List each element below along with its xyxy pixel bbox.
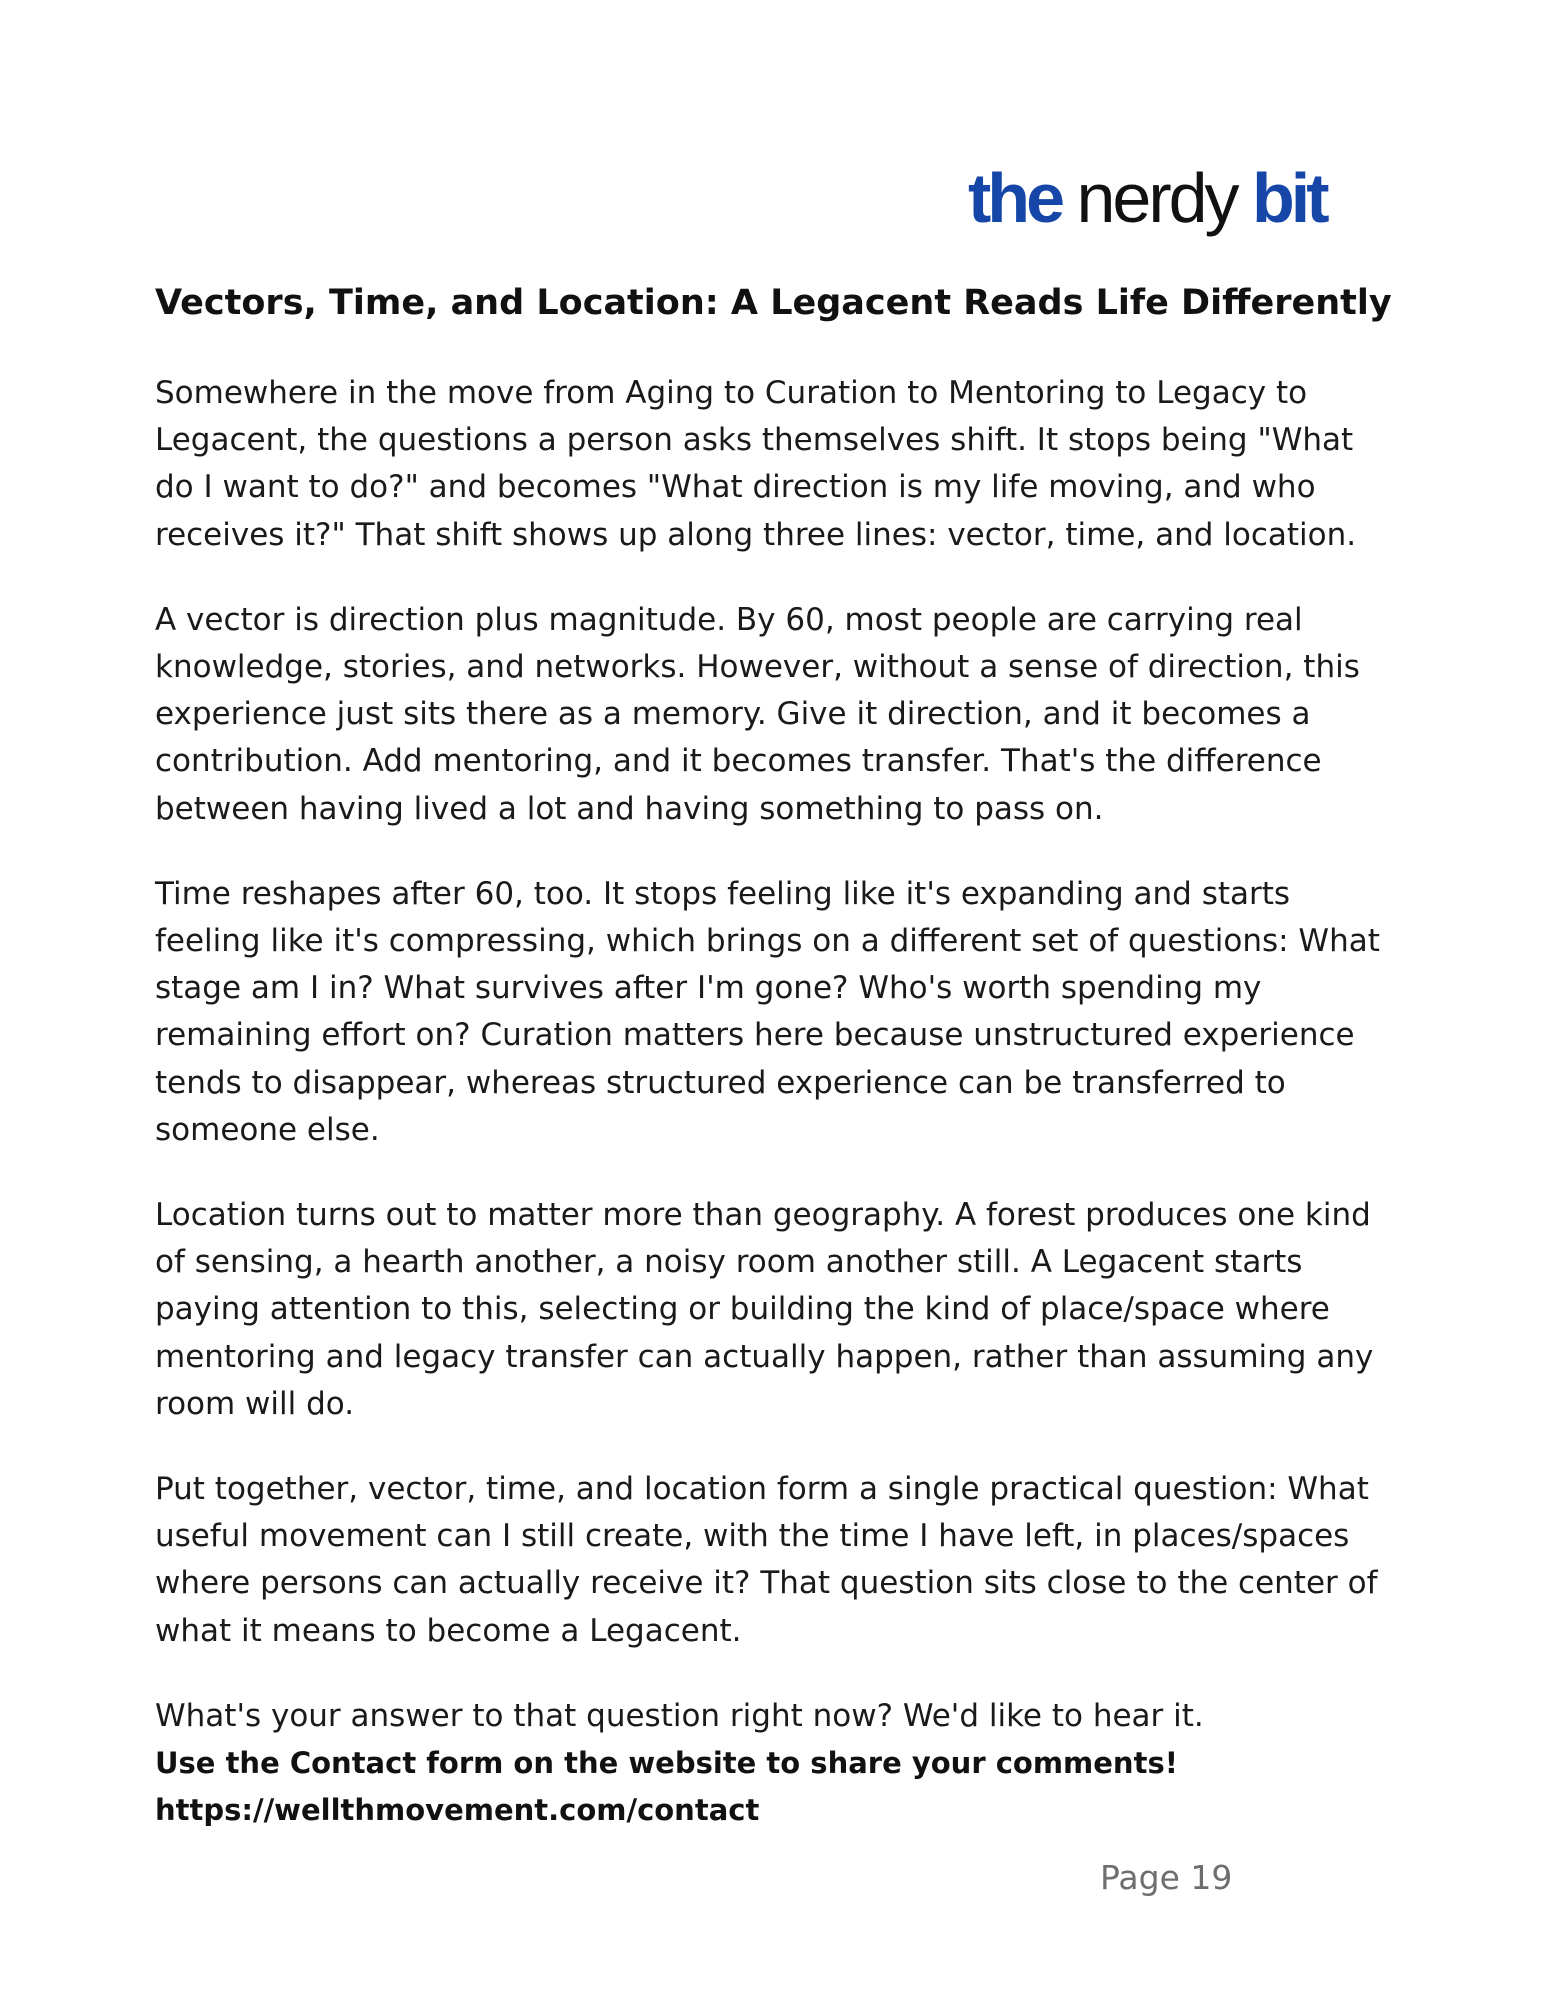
article-body — [155, 278, 1395, 1834]
paragraph-time: Time reshapes after 60, too. It stops feeling like it's expanding and starts feeling like it's compressing, which brings on a different set of questions: What stage am I in? What survives after I'm gone? Who's worth spending my remaining effort on? Curation matters here because unstructured experience tends to disappear, whereas structured experience can be transferred to someone else. — [155, 875, 1380, 1148]
paragraph-vector: A vector is direction plus magnitude. By 60, most people are carrying real knowledge, stories, and networks. However, without a sense of direction, this experience just sits there as a memory. Give it direction, and it becomes a contribution. Add mentoring, and it becomes transfer. That's the difference between having lived a lot and having something to pass on. — [155, 601, 1360, 827]
contact-call-to-action: Use the Contact form on the website to share your comments! — [155, 1746, 1178, 1781]
logo-word-bit: bit — [1252, 159, 1326, 237]
paragraph-intro: Somewhere in the move from Aging to Curation to Mentoring to Legacy to Legacent, the questions a person asks themselves shift. It stops being "What do I want to do?" and becomes "What direction is my life moving, and who receives it?" That shift shows up along three lines: vector, time, and location. — [155, 375, 1357, 553]
paragraph-summary: Put together, vector, time, and location form a single practical question: What useful movement can I still create, with the time I have left, in places/spaces where persons can actually receive it? That question sits close to the center of what it means to become a Legacent. — [155, 1471, 1378, 1649]
logo-word-the: the — [968, 159, 1061, 237]
closing-block — [155, 1693, 1395, 1835]
paragraph-location: Location turns out to matter more than geography. A forest produces one kind of sensing, a hearth another, a noisy room another still. A Legacent starts paying attention to this, selecting or building the kind of place/space where mentoring and legacy transfer can actually happen, rather than assuming any room will do. — [155, 1197, 1374, 1422]
closing-question: What's your answer to that question right now? We'd like to hear it. — [155, 1697, 1204, 1734]
logo-word-nerdy: nerdy — [1076, 159, 1237, 237]
contact-link[interactable]: https://wellthmovement.com/contact — [155, 1793, 760, 1828]
brand-logo — [968, 158, 1378, 238]
article-title: Vectors, Time, and Location: A Legacent Reads Life Differently — [155, 283, 1392, 323]
page-number: Page 19 — [1100, 1858, 1233, 1897]
